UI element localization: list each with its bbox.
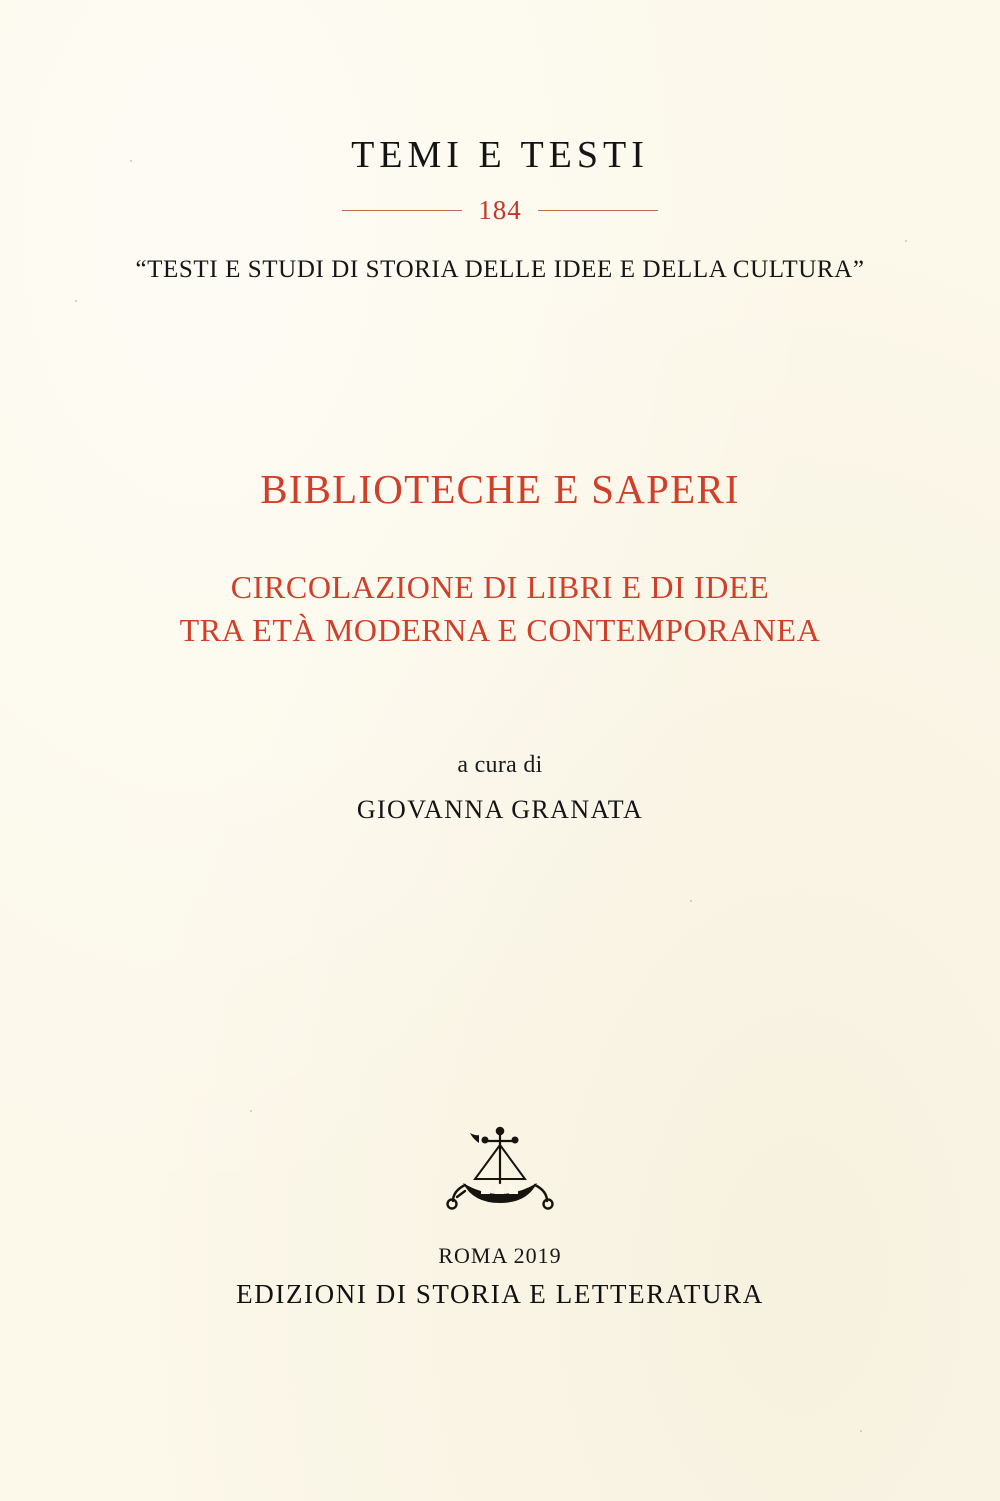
imprint-block: [0, 1243, 1000, 1310]
book-subtitle-line-1: CIRCOLAZIONE DI LIBRI E DI IDEE: [230, 569, 770, 606]
series-number-row: [0, 195, 1000, 226]
paper-speck: [75, 300, 77, 302]
paper-speck: [860, 1430, 862, 1432]
book-subtitle: [0, 566, 1000, 652]
editor-name: GIOVANNA GRANATA: [356, 795, 644, 824]
imprint-publisher: EDIZIONI DI STORIA E LETTERATURA: [236, 1279, 764, 1309]
rule-left: [342, 210, 462, 211]
editor-label: a cura di: [457, 752, 543, 778]
editor-block: [0, 752, 1000, 825]
series-subtitle: “TESTI E STUDI DI STORIA DELLE IDEE E DELLA CULTURA”: [135, 255, 865, 283]
publisher-logo-block: [0, 1125, 1000, 1235]
book-subtitle-line-2: TRA ETÀ MODERNA E CONTEMPORANEA: [179, 612, 821, 649]
paper-speck: [690, 900, 692, 902]
rule-right: [538, 210, 658, 211]
series-block: [0, 135, 1000, 284]
book-title: BIBLIOTECHE E SAPERI: [260, 466, 740, 512]
paper-speck: [250, 1110, 252, 1112]
title-block: [0, 465, 1000, 653]
publisher-ship-logo-icon: [445, 1125, 555, 1235]
series-title: TEMI E TESTI: [351, 134, 649, 176]
imprint-place-year: ROMA 2019: [438, 1243, 562, 1268]
series-number: 184: [478, 194, 522, 225]
